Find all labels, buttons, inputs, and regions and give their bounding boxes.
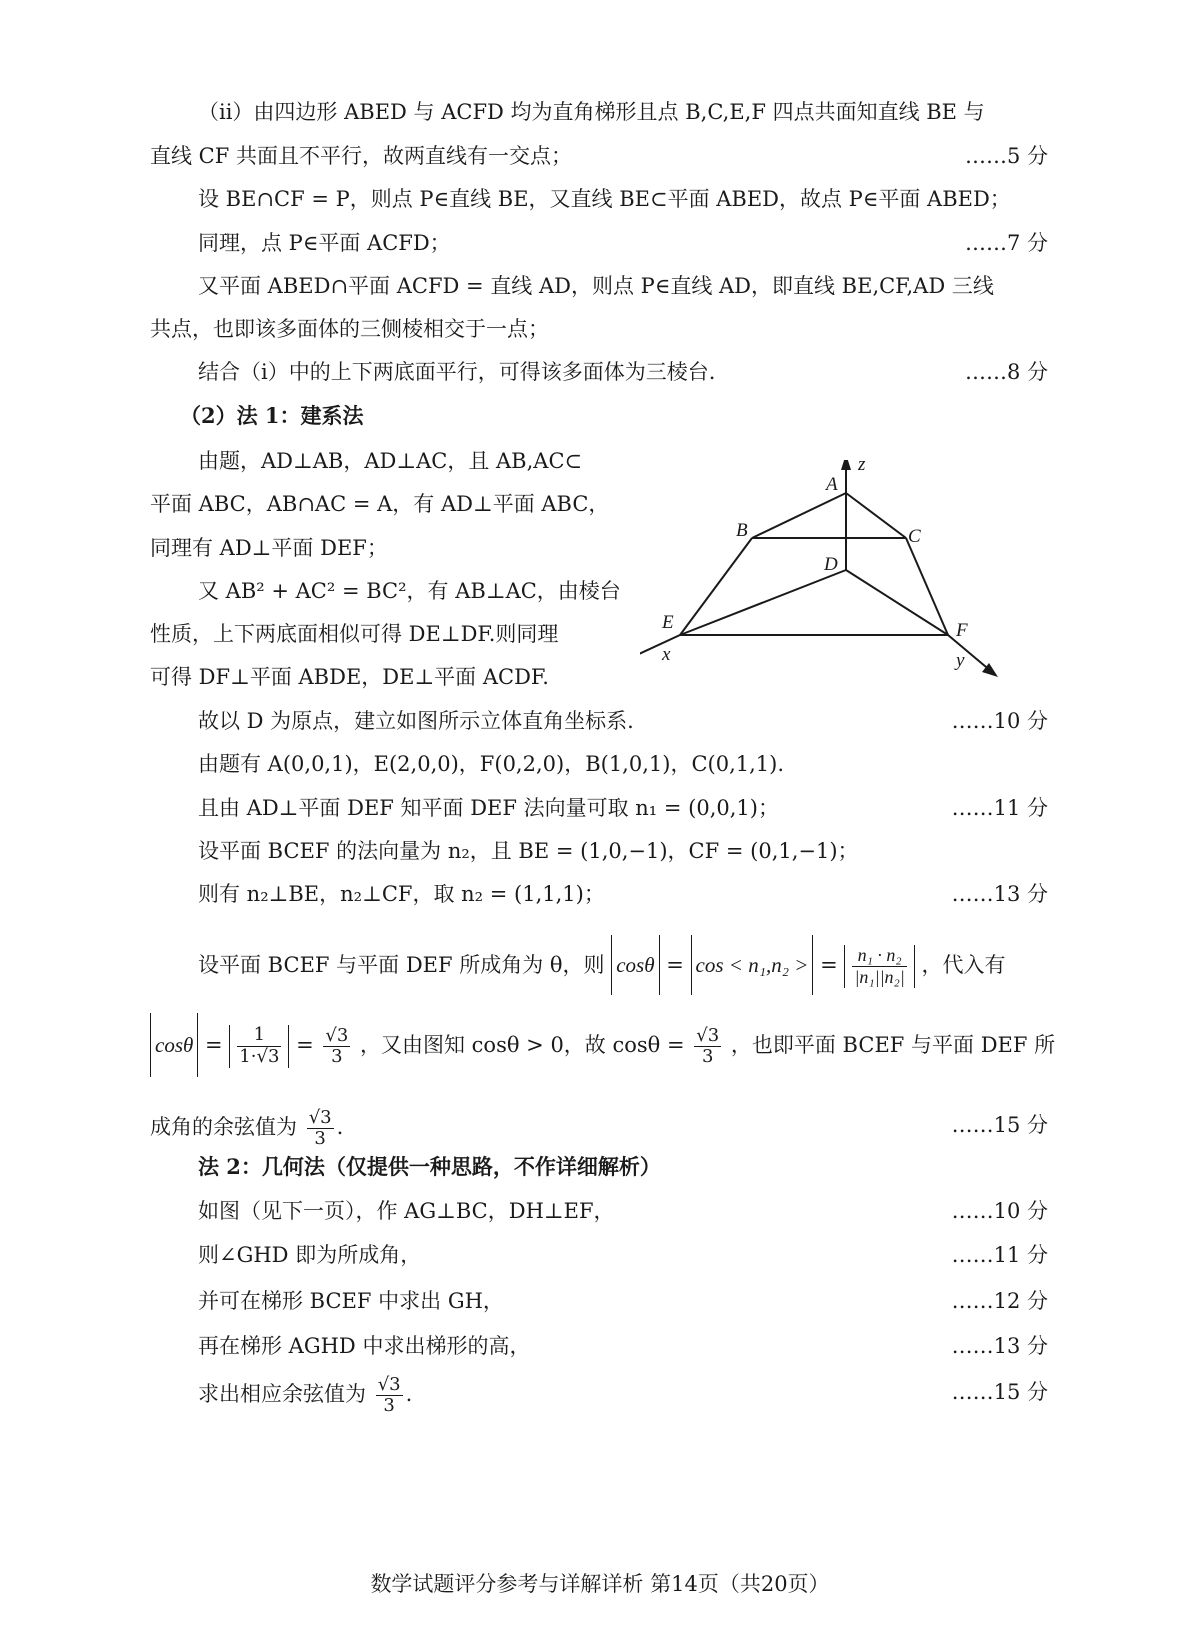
fraction-denominator: 3 [307,1128,334,1149]
formula-text: 成角的余弦值为 [150,1115,297,1139]
formula-text: ，代入有 [921,953,1006,977]
formula-text: ，又由图知 cosθ > 0，故 cosθ = [360,1033,685,1057]
score-label: ……15 分 [951,1113,1048,1137]
score-label: ……13 分 [951,1334,1048,1358]
formula-text: 设平面 BCEF 与平面 DEF 所成角为 θ，则 [198,953,605,977]
text-line: 则∠GHD 即为所成角， [198,1243,422,1267]
section-heading: （2）法 1：建系法 [180,403,364,428]
equals-sign: = [666,953,684,977]
label-x: x [662,644,671,665]
score-label: ……13 分 [951,882,1048,906]
fraction-numerator: 1 [253,1024,266,1046]
abs-fraction [844,945,914,987]
fraction [376,1375,403,1416]
equals-sign: = [820,953,838,977]
formula-text: 求出相应余弦值为 [198,1382,366,1406]
z-arrow-icon [841,460,851,470]
edge-AC [846,493,906,538]
text-line: 且由 AD⊥平面 DEF 知平面 DEF 法向量可取 n₁ = (0,0,1)； [198,796,779,820]
text-line: 则有 n₂⊥BE，n₂⊥CF，取 n₂ = (1,1,1)； [198,882,605,906]
text-line: 性质，上下两底面相似可得 DE⊥DF.则同理 [150,622,559,646]
score-label: ……5 分 [964,144,1048,168]
text-line: 又 AB² + AC² = BC²，有 AB⊥AC，由棱台 [198,579,621,603]
score-label: ……11 分 [951,796,1048,820]
label-A: A [826,474,838,495]
abs-cos-theta: cosθ [611,935,659,995]
score-label: ……10 分 [951,1199,1048,1223]
score-label: ……12 分 [951,1289,1048,1313]
fraction [307,1108,334,1149]
formula-line-result: 成角的余弦值为 $\frac{√3}{3}$ . [150,1107,344,1149]
fraction-numerator: √3 [696,1025,720,1047]
text-line: 由题，AD⊥AB，AD⊥AC，且 AB,AC⊂ [198,449,583,473]
label-E: E [662,612,674,633]
label-B: B [736,520,748,541]
fraction-numerator: √3 [325,1025,349,1047]
fraction-numerator: √3 [308,1107,332,1129]
fraction-denominator: 1·√3 [239,1046,280,1067]
label-F: F [956,620,968,641]
text-line: 结合（i）中的上下两底面平行，可得该多面体为三棱台. [198,360,716,384]
edge-BA [752,493,846,538]
y-axis-line [948,635,992,672]
text-line: 再在梯形 AGHD 中求出梯形的高， [198,1334,531,1358]
fraction [237,1025,281,1067]
text-line: 故以 D 为原点，建立如图所示立体直角坐标系. [198,709,634,733]
fraction-denominator: 3 [323,1046,350,1067]
fraction [694,1026,721,1067]
x-axis-line [640,635,680,660]
text-line: 可得 DF⊥平面 ABDE，DE⊥平面 ACDF. [150,665,549,689]
fraction-denominator: 3 [376,1395,403,1416]
section-heading: 法 2：几何法（仅提供一种思路，不作详细解析） [198,1154,661,1179]
text-line: 平面 ABC，AB∩AC = A，有 AD⊥平面 ABC， [150,492,610,516]
fraction-numerator: √3 [377,1374,401,1396]
frustum-coordinate-figure [640,460,1060,690]
label-D: D [824,554,838,575]
text-line: 如图（见下一页），作 AG⊥BC，DH⊥EF， [198,1199,615,1223]
text-line: 由题有 A(0,0,1)，E(2,0,0)，F(0,2,0)，B(1,0,1)，C(0,1,1). [198,752,785,776]
fraction-denominator: 3 [694,1046,721,1067]
formula-line-cosine: cosθ = $\frac{1}{1\cdot√3}$ = $\frac{√3}{3}$ ，又由图知 cosθ > 0，故 cosθ = $\frac{√3}{3}$ ，也即平面 BCEF 与平面 DEF 所 [150,1013,1048,1077]
label-C: C [908,526,921,547]
score-label: ……7 分 [964,231,1048,255]
formula-text: ，也即平面 BCEF 与平面 DEF 所 [730,1033,1056,1057]
text-line: 同理，点 P∈平面 ACFD； [198,231,451,255]
text-line: 直线 CF 共面且不平行，故两直线有一交点； [150,144,572,168]
abs-cos-theta: cosθ [150,1013,198,1077]
score-label: ……15 分 [951,1380,1048,1404]
fraction-numerator: n₁ · n₂ [857,945,902,966]
formula-line-angle [198,935,1048,995]
formula-line-final: 求出相应余弦值为 $\frac{√3}{3}$ . [198,1374,413,1416]
page-footer: 数学试题评分参考与详解详析 第14页（共20页） [370,1572,830,1596]
fraction [852,945,906,987]
edge-DF [846,570,948,635]
fraction-denominator: |n₁||n₂| [854,967,905,987]
score-label: ……11 分 [951,1243,1048,1267]
text-line: 共点，也即该多面体的三侧棱相交于一点； [150,317,549,341]
label-z: z [858,460,866,475]
score-label: ……8 分 [964,360,1048,384]
text-line: 同理有 AD⊥平面 DEF； [150,536,388,560]
abs-cos-vectors: cos < n₁,n₂ > [691,935,814,995]
text-line: 并可在梯形 BCEF 中求出 GH， [198,1289,504,1313]
text-line: 又平面 ABED∩平面 ACFD = 直线 AD，则点 P∈直线 AD，即直线 BE,CF,AD 三线 [198,274,994,298]
label-y: y [956,650,965,671]
abs-fraction [229,1025,289,1067]
text-line: 设 BE∩CF = P，则点 P∈直线 BE，又直线 BE⊂平面 ABED，故点 P∈平面 ABED； [198,187,1011,211]
text-line: 设平面 BCEF 的法向量为 n₂，且 BE = (1,0,−1)，CF = (0,1,−1)； [198,839,859,863]
text-line: （ii）由四边形 ABED 与 ACFD 均为直角梯形且点 B,C,E,F 四点共面知直线 BE 与 [198,100,985,124]
fraction [323,1026,350,1067]
score-label: ……10 分 [951,709,1048,733]
